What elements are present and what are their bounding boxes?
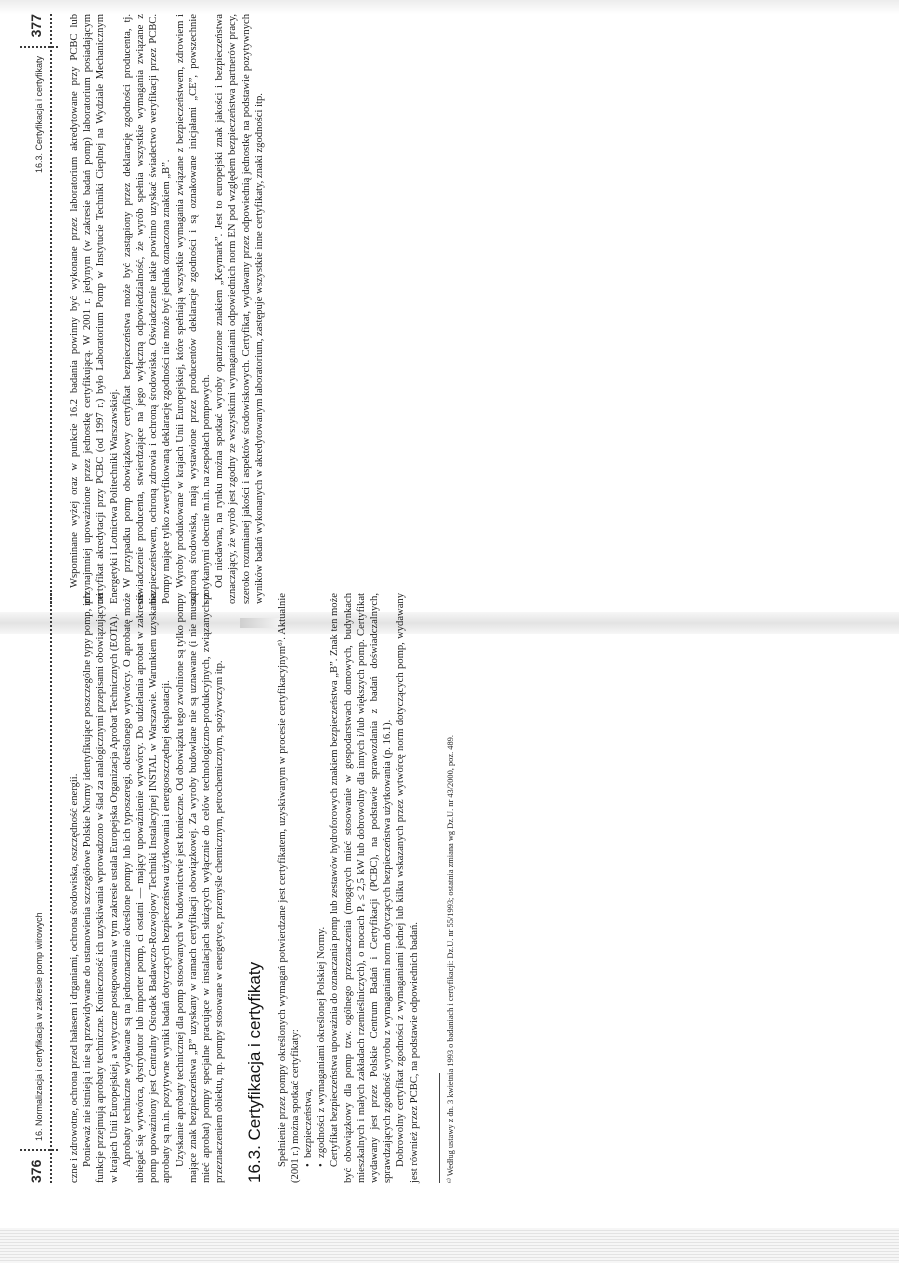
scan-bottom-edge [0, 1228, 899, 1263]
header-vertical-dots [20, 46, 58, 48]
paragraph: Dobrowolny certyfikat zgodności z wymaganiami jednej lub kilku wskazanych przez wytwórcę norm dotyczących pomp, wydawany jest również przez PCBC, na podstawie odpowiednich badań. [395, 593, 420, 1183]
page-number: 376 [28, 1159, 44, 1183]
running-head: 16.3. Certyfikacja i certyfikaty [34, 56, 44, 174]
paragraph: Aprobaty techniczne wydawane są na jednoznacznie określone pompy lub ich typoszeregi, określonego wytwórcy. O aprobatę może ubiegać się wytwórca, dystrybutor lub importer pomp, ci ostatni — mający upoważnienie wytwórcy. Do udzielania aprobat w zakresie pomp upoważniony jest Centralny Ośrodek Badawczo-Rozwojowy Techniki Instalacyjnej INSTAL w Warszawie. Warunkiem uzyskania aprobaty są m.in. pozytywne wyniki badań dotyczących bezpieczeństwa użytkowania i energooszczędnej eksploatacji. [121, 593, 173, 1183]
page-header [20, 593, 58, 1183]
paragraph: Certyfikat bezpieczeństwa upoważnia do oznaczania pomp lub zestawów hydroforowych znakiem bezpieczeństwa „B”. Znak ten może być obowiązkowy dla pomp tzw. ogólnego przeznaczenia (mogących mieć stosowanie w gospodarstwach domowych, budynkach mieszkalnych i małych zakładach rzemieślniczych), o mocach Pₑ ≤ 2,5 kW lub dobrowolny dla innych i/lub większych pomp. Certyfikat wydawany jest przez Polskie Centrum Badań i Certyfikacji (PCBC), na podstawie sprawozdania z badań doświadczalnych, sprawdzających zgodność wyrobu z wymaganiami norm dotyczących bezpieczeństwa użytkowania (p. 16.1). [329, 593, 394, 1183]
paragraph: Wspominane wyżej oraz w punkcie 16.2 badania powinny być wykonane przez laboratorium akredytowane przy PCBC lub przynajmniej upoważnione przez jednostkę certyfikującą. W 2001 r. jedynym (w zakresie badań pomp) laboratorium posiadającym certyfikat akredytacji przy PCBC (od 1997 r.) było Laboratorium Pomp w Instytucie Techniki Cieplnej na Wydziale Mechanicznym Energetyki i Lotnictwa Politechniki Warszawskiej. [69, 14, 120, 604]
header-vertical-dots [20, 1149, 58, 1151]
paragraph: Ponieważ nie istnieją i nie są przewidywane do ustanowienia szczegółowe Polskie Normy identyfikujące poszczególne typy pomp, ich funkcje przejmują aprobaty techniczne. Konieczność ich uzyskiwania wprowadzono w ślad za analogicznymi przepisami obowiązującymi w krajach Unii Europejskiej, a wytyczne postępowania w tym zakresie ustala Europejska Organizacja Aprobat Technicznych (EOTA). [82, 593, 120, 1183]
page-number: 377 [28, 14, 44, 38]
list-item: • zgodności z wymaganiami określonej Polskiej Normy. [315, 593, 328, 1167]
header-dotted-rule [50, 593, 52, 1183]
page-header [20, 14, 58, 604]
page-body [68, 14, 860, 604]
section-title: 16.3. Certyfikacja i certyfikaty [245, 961, 265, 1183]
footnote-rule [439, 1073, 440, 1183]
paragraph: Uzyskanie aprobaty technicznej dla pomp stosowanych w budownictwie jest konieczne. Od obowiązku tego zwolnione są tylko pompy mające znak bezpieczeństwa „B” uzyskany w ramach certyfikacji obowiązkowej. Za wyroby budowlane nie są uznawane (i nie muszą mieć aprobat) pompy specjalne pracujące w instalacjach służących wyłącznie do celów technologiczno-produkcyjnych, związanych z przeznaczeniem obiektu, np. pompy stosowane w energetyce, przemyśle chemicznym, petrochemicznym, spożywczym itp. [174, 593, 226, 1183]
scan-top-edge [0, 0, 899, 14]
paragraph: Od niedawna, na rynku można spotkać wyroby opatrzone znakiem „Keymark”. Jest to europejski znak jakości i bezpieczeństwa oznaczający, że wyrób jest zgodny ze wszystkimi wymaganiami odpowiednich norm EN pod względem bezpieczeństwa partnerów pracy, szeroko rozumianej jakości i aspektów środowiskowych. Certyfikat, wydawany przez odpowiednią jednostkę na podstawie pozytywnych wyników badań wykonanych w akredytowanym laboratorium, zastępuje wszystkie inne certyfikaty, znaki zgodności itp. [214, 14, 265, 604]
bullet-list [302, 593, 328, 1183]
footnote: ⁶⁾ Według ustawy z dn. 3 kwietnia 1993 o badaniach i certyfikacji: Dz.U. nr 55/1993; ostatnia zmiana wg Dz.U. nr 43/2000, poz. 489. [445, 735, 455, 1183]
paragraph: Spełnienie przez pompy określonych wymagań potwierdzane jest certyfikatem, uzyskiwanym w procesie certyfikacyjnym⁶⁾. Aktualnie (2001 r.) można spotkać certyfikaty: [276, 593, 301, 1183]
running-head: 16. Normalizacja i certyfikacja w zakresie pomp wirowych [34, 912, 44, 1141]
page-377 [20, 14, 860, 604]
page-body [68, 593, 860, 1183]
header-dotted-rule [50, 14, 52, 604]
paragraph: W przypadku pomp obowiązkowy certyfikat bezpieczeństwa może być zastąpiony przez deklarację zgodności producenta, tj. oświadczenie producenta, stwierdzające na jego wyłączną odpowiedzialność, że wyrób spełnia wszystkie wymagania związane z bezpieczeństwem, ochroną zdrowia i ochroną środowiska. Oświadczenie takie powinno uzyskać świadectwo weryfikacji przez PCBC. Pompy mające tylko zweryfikowaną deklarację zgodności nie może być jednak oznaczona znakiem „B”. [121, 14, 173, 604]
paragraph: Wyroby produkowane w krajach Unii Europejskiej, które spełniają wszystkie wymagania związane z bezpieczeństwem, zdrowiem i ochroną środowiska, mają wystawione przez producentów deklaracje zgodności i są oznakowane inicjałami „CE”, powszechnie spotykanymi obecnie m.in. na zespołach pompowych. [174, 14, 213, 604]
page-376 [20, 593, 860, 1183]
list-item: • bezpieczeństwa, [302, 593, 315, 1167]
paragraph: czne i zdrowotne, ochrona przed hałasem i drganiami, ochrona środowiska, oszczędność energii. [69, 773, 80, 1183]
